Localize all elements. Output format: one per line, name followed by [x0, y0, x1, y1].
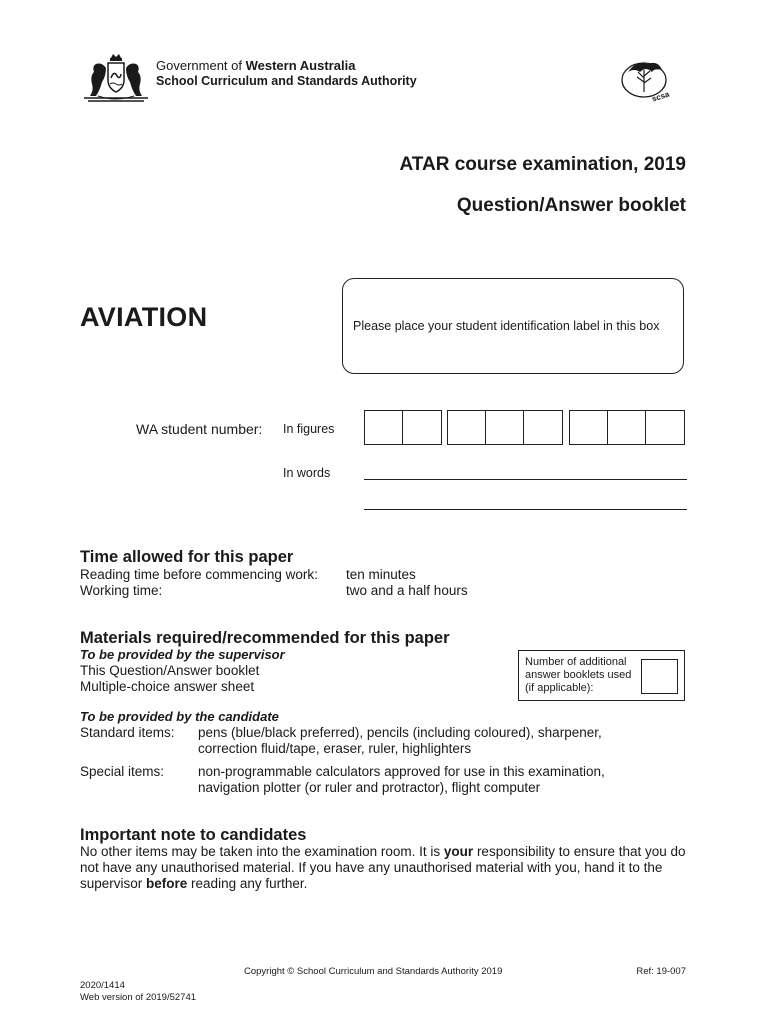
- student-number-group-3: [569, 410, 685, 445]
- supervisor-item: Multiple-choice answer sheet: [80, 679, 255, 694]
- special-items-line: non-programmable calculators approved for use in this examination,: [198, 764, 605, 779]
- label-box-instruction: Please place your student identification label in this box: [353, 319, 660, 333]
- special-items-line: navigation plotter (or ruler and protractor), flight computer: [198, 780, 541, 795]
- authority-name: School Curriculum and Standards Authority: [156, 74, 417, 88]
- wa-student-number-label: WA student number:: [136, 421, 263, 437]
- scsa-tree-logo-icon: [618, 56, 682, 104]
- materials-heading: Materials required/recommended for this paper: [80, 629, 450, 647]
- wa-coat-of-arms-icon: [80, 52, 152, 104]
- supervisor-subheading: To be provided by the supervisor: [80, 647, 285, 662]
- digit-box[interactable]: [486, 411, 524, 444]
- digit-box[interactable]: [570, 411, 608, 444]
- additional-booklets-label: Number of additional answer booklets used (if applicable):: [525, 656, 632, 694]
- government-name: Government of Western Australia: [156, 58, 356, 73]
- working-time-value: two and a half hours: [346, 583, 468, 598]
- digit-box[interactable]: [646, 411, 684, 444]
- words-answer-line-1[interactable]: [364, 479, 687, 480]
- reading-time-label: Reading time before commencing work:: [80, 567, 318, 582]
- web-version: Web version of 2019/52741: [80, 992, 197, 1003]
- reference-code: Ref: 19-007: [636, 966, 686, 977]
- standard-items-line: correction fluid/tape, eraser, ruler, highlighters: [198, 741, 472, 756]
- digit-box[interactable]: [403, 411, 441, 444]
- standard-items-label: Standard items:: [80, 725, 175, 740]
- digit-box[interactable]: [608, 411, 646, 444]
- svg-text:scsa: scsa: [650, 89, 671, 104]
- student-number-group-1: [364, 410, 442, 445]
- exam-title: ATAR course examination, 2019: [399, 154, 686, 175]
- student-id-label-box[interactable]: [342, 278, 684, 374]
- candidate-subheading: To be provided by the candidate: [80, 709, 279, 724]
- important-note-heading: Important note to candidates: [80, 826, 307, 844]
- copyright-notice: Copyright © School Curriculum and Standards Authority 2019: [244, 966, 503, 977]
- reading-time-value: ten minutes: [346, 567, 416, 582]
- special-items-label: Special items:: [80, 764, 165, 779]
- working-time-label: Working time:: [80, 583, 163, 598]
- digit-box[interactable]: [365, 411, 403, 444]
- time-heading: Time allowed for this paper: [80, 548, 294, 566]
- digit-box[interactable]: [524, 411, 562, 444]
- in-words-label: In words: [283, 466, 331, 480]
- document-code: 2020/1414: [80, 980, 125, 991]
- words-answer-line-2[interactable]: [364, 509, 687, 510]
- subject-title: AVIATION: [80, 302, 208, 332]
- supervisor-item: This Question/Answer booklet: [80, 663, 260, 678]
- booklet-title: Question/Answer booklet: [456, 195, 686, 216]
- additional-booklets-count-field[interactable]: [641, 659, 678, 694]
- student-number-group-2: [447, 410, 563, 445]
- digit-box[interactable]: [448, 411, 486, 444]
- standard-items-line: pens (blue/black preferred), pencils (including coloured), sharpener,: [198, 725, 602, 740]
- important-note-text: No other items may be taken into the examination room. It is your responsibility to ensure that you do not have any unauthorised material. If you have any unauthorised material with you, hand it to the supervisor before reading any further.: [80, 844, 686, 891]
- additional-booklets-box: [518, 650, 685, 701]
- in-figures-label: In figures: [283, 422, 335, 436]
